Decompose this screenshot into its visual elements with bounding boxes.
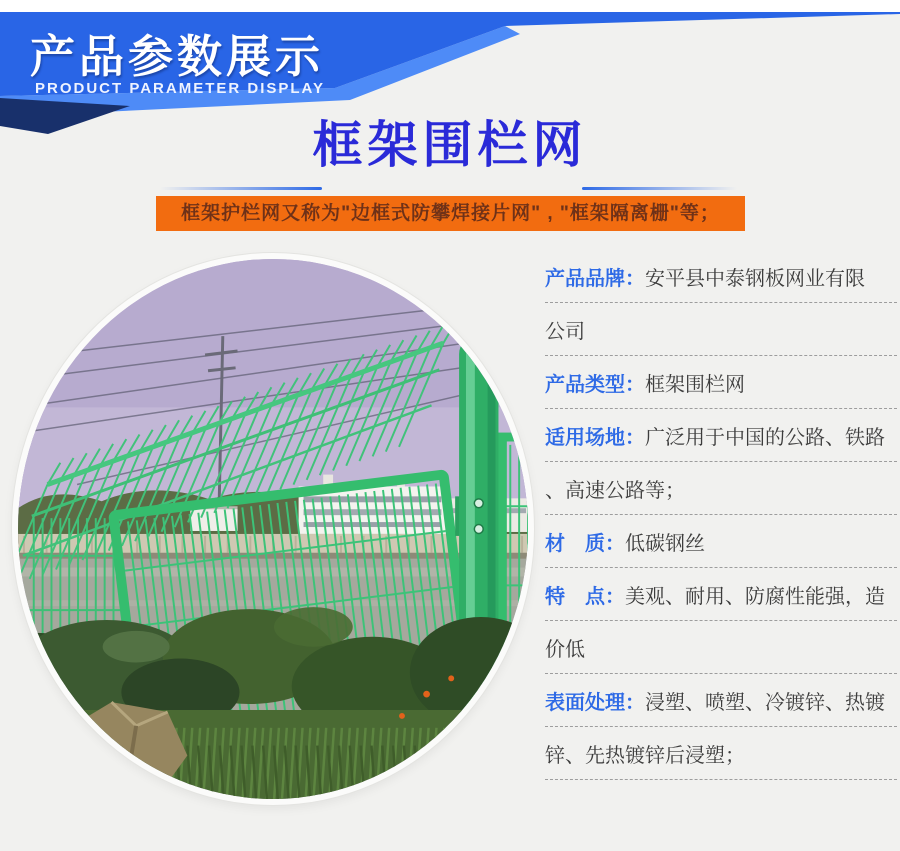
parameter-label: 表面处理： <box>545 691 645 714</box>
parameter-value: 价低 <box>545 638 585 661</box>
title-underline-left <box>160 187 322 190</box>
title-underline-right <box>582 187 737 190</box>
parameter-label: 特 点： <box>545 585 625 608</box>
parameter-value: 、高速公路等； <box>545 479 685 502</box>
parameter-label: 适用场地： <box>545 426 645 449</box>
banner-subtitle: PRODUCT PARAMETER DISPLAY <box>35 80 326 97</box>
parameter-value: 低碳钢丝 <box>625 532 705 555</box>
parameter-value: 框架围栏网 <box>645 373 745 396</box>
product-photo <box>12 253 534 805</box>
parameter-line <box>545 356 897 409</box>
parameter-line <box>545 250 897 303</box>
rocks <box>48 702 188 799</box>
parameter-line <box>545 727 897 780</box>
parameter-line <box>545 515 897 568</box>
parameter-value: 美观、耐用、防腐性能强，造 <box>625 585 885 608</box>
parameter-value: 锌、先热镀锌后浸塑； <box>545 744 745 767</box>
parameter-label: 材 质： <box>545 532 625 555</box>
tagline-text: 框架护栏网又称为"边框式防攀焊接片网" , "框架隔离栅"等； <box>181 203 720 224</box>
parameter-line <box>545 621 897 674</box>
page-title: 框架围栏网 <box>312 117 588 173</box>
parameter-line <box>545 674 897 727</box>
parameter-value: 安平县中泰钢板网业有限 <box>645 267 865 290</box>
parameter-list <box>545 250 897 780</box>
parameter-line <box>545 303 897 356</box>
parameter-label: 产品类型： <box>545 373 645 396</box>
parameter-value: 浸塑、喷塑、冷镀锌、热镀 <box>645 691 885 714</box>
grass-bank <box>18 710 528 799</box>
banner-title: 产品参数展示 <box>30 32 325 82</box>
parameter-value: 广泛用于中国的公路、铁路 <box>645 426 885 449</box>
tagline-banner <box>156 196 745 231</box>
parameter-line <box>545 409 897 462</box>
parameter-line <box>545 568 897 621</box>
parameter-value: 公司 <box>545 320 585 343</box>
parameter-label: 产品品牌： <box>545 267 645 290</box>
parameter-line <box>545 462 897 515</box>
fence-photo-scene <box>18 259 528 799</box>
